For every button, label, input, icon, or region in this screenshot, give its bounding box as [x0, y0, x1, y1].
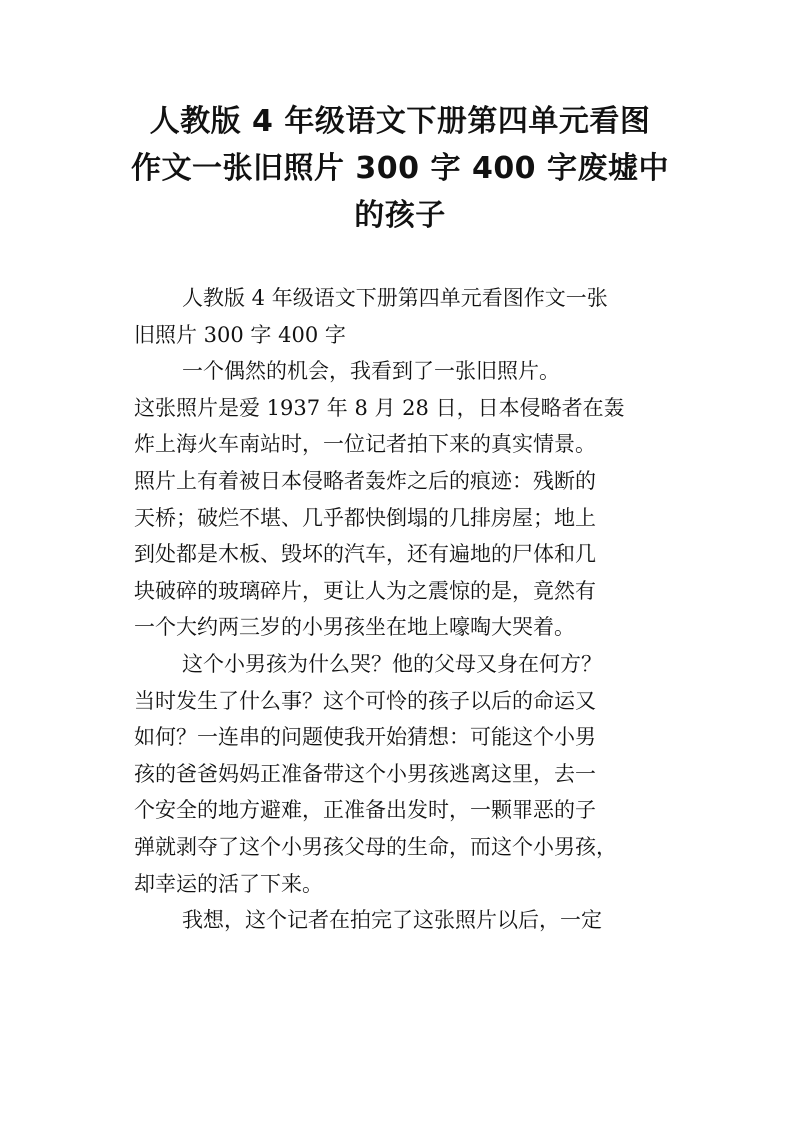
paragraph-line: 天桥；破烂不堪、几乎都快倒塌的几排房屋；地上: [134, 505, 596, 530]
paragraph-line: 如何？一连串的问题使我开始猜想：可能这个小男: [134, 725, 596, 750]
document-title: [120, 98, 680, 239]
title-line: 人教版 4 年级语文下册第四单元看图: [149, 104, 651, 139]
paragraph-line: 炸上海火车南站时，一位记者拍下来的真实情景。: [134, 432, 596, 457]
title-line: 的孩子: [354, 198, 446, 233]
paragraph-line: 弹就剥夺了这个小男孩父母的生命，而这个小男孩，: [134, 834, 617, 859]
paragraph-line: 照片上有着被日本侵略者轰炸之后的痕迹：残断的: [134, 468, 596, 493]
paragraph-line: 却幸运的活了下来。: [134, 871, 323, 896]
paragraph-line: 一个偶然的机会，我看到了一张旧照片。: [182, 359, 560, 384]
paragraph-line: 人教版 4 年级语文下册第四单元看图作文一张: [182, 286, 608, 310]
paragraph-line: 当时发生了什么事？这个可怜的孩子以后的命运又: [134, 688, 596, 713]
title-line: 作文一张旧照片 300 字 400 字废墟中: [130, 151, 670, 186]
paragraph-line: 一个大约两三岁的小男孩坐在地上嚎啕大哭着。: [134, 615, 575, 640]
paragraph-line: 到处都是木板、毁坏的汽车，还有遍地的尸体和几: [134, 542, 596, 567]
paragraph-line: 我想，这个记者在拍完了这张照片以后，一定: [182, 908, 602, 933]
paragraph-line: 块破碎的玻璃碎片，更让人为之震惊的是，竟然有: [134, 578, 596, 603]
paragraph-line: 个安全的地方避难，正准备出发时，一颗罪恶的子: [134, 798, 596, 823]
paragraph-line: 旧照片 300 字 400 字: [134, 322, 346, 347]
document-body: [134, 280, 674, 939]
paragraph-line: 孩的爸爸妈妈正准备带这个小男孩逃离这里，去一: [134, 761, 596, 786]
paragraph-line: 这张照片是爱 1937 年 8 月 28 日，日本侵略者在轰: [134, 395, 625, 420]
paragraph-line: 这个小男孩为什么哭？他的父母又身在何方？: [182, 651, 602, 676]
